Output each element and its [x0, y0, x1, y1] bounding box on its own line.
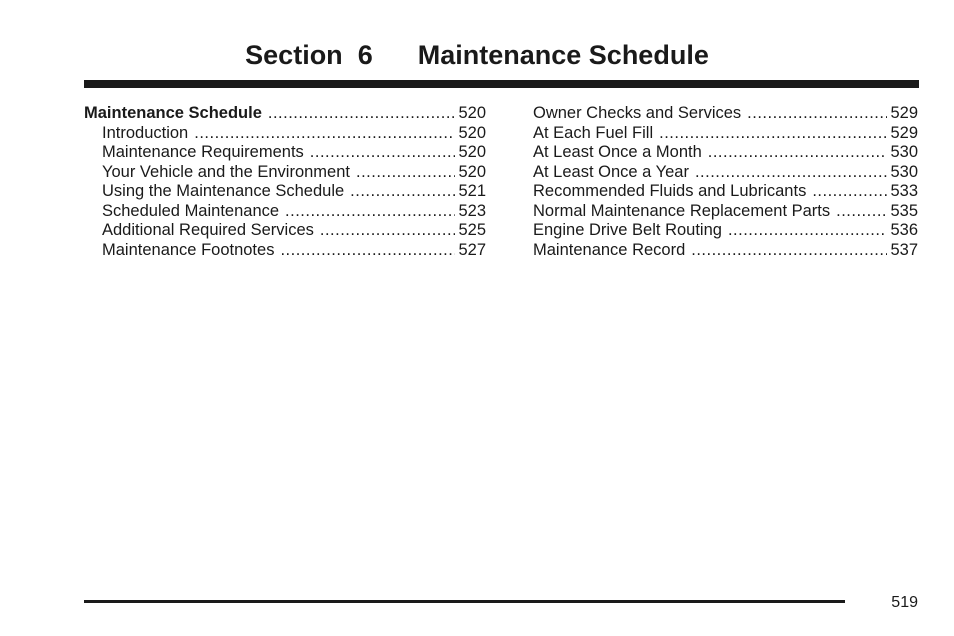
toc-dot-leader: [320, 221, 456, 241]
toc-entry-title: Normal Maintenance Replacement Parts: [533, 201, 831, 220]
toc-entry[interactable]: [84, 221, 486, 241]
toc-entry-page: 520: [458, 162, 486, 181]
toc-dot-leader: [691, 241, 887, 261]
toc-entry-page: 521: [458, 182, 486, 200]
section-heading: Maintenance Schedule: [417, 40, 709, 70]
toc-entry-page: 525: [458, 221, 486, 239]
toc-dot-leader: [708, 143, 888, 163]
toc-entry[interactable]: [84, 124, 486, 144]
section-label: Section: [245, 40, 343, 70]
toc-entry-title: At Least Once a Month: [533, 143, 702, 161]
toc-dot-leader: [310, 143, 456, 163]
toc-entry-title: Owner Checks and Services: [533, 104, 742, 122]
toc-entry-page: 527: [458, 240, 486, 259]
toc-entry-title: Maintenance Record: [533, 240, 686, 259]
toc-entry-page: 529: [890, 104, 918, 122]
toc-entry-title: Scheduled Maintenance: [102, 201, 280, 220]
toc-entry[interactable]: [533, 143, 918, 163]
toc-entry-page: 520: [458, 143, 486, 161]
toc-entry[interactable]: [84, 163, 486, 183]
toc-entry-title: Maintenance Schedule: [84, 104, 262, 122]
toc-left-column: [84, 104, 486, 260]
toc-entry-title: Recommended Fluids and Lubricants: [533, 182, 807, 200]
toc-dot-leader: [659, 124, 887, 144]
toc-entry[interactable]: [533, 163, 918, 183]
toc-entry-title: Using the Maintenance Schedule: [102, 182, 345, 200]
toc-dot-leader: [194, 124, 455, 144]
toc-right-column: [533, 104, 918, 260]
toc-entry-page: 537: [890, 240, 918, 259]
toc-dot-leader: [695, 163, 888, 183]
toc-entry[interactable]: [533, 124, 918, 144]
toc-entry[interactable]: [533, 241, 918, 261]
toc-entry-page: 530: [890, 162, 918, 181]
toc-dot-leader: [812, 182, 887, 202]
toc-entry-page: 523: [458, 201, 486, 220]
toc-entry-title: Introduction: [102, 123, 189, 142]
toc-entry-page: 530: [890, 143, 918, 161]
toc-dot-leader: [350, 182, 455, 202]
toc-entry[interactable]: [84, 241, 486, 261]
section-number: 6: [357, 40, 373, 70]
toc-entry-title: At Each Fuel Fill: [533, 123, 654, 142]
section-title: [0, 40, 954, 71]
toc-dot-leader: [747, 104, 887, 124]
toc-entry-title: Maintenance Requirements: [102, 143, 304, 161]
toc-entry-page: 535: [890, 201, 918, 220]
toc-entry-title: Additional Required Services: [102, 221, 314, 239]
toc-entry[interactable]: [533, 182, 918, 202]
toc-entry[interactable]: [84, 182, 486, 202]
page-number: 519: [891, 594, 918, 611]
toc-entry-page: 520: [458, 123, 486, 142]
toc-dot-leader: [285, 202, 455, 222]
toc-entry[interactable]: [84, 104, 486, 124]
footer-rule: [84, 600, 845, 603]
toc-entry-title: At Least Once a Year: [533, 162, 689, 181]
toc-dot-leader: [836, 202, 887, 222]
toc-entry-page: 533: [890, 182, 918, 200]
toc-dot-leader: [268, 104, 456, 124]
toc-entry-title: Your Vehicle and the Environment: [102, 162, 350, 181]
toc-entry[interactable]: [84, 143, 486, 163]
toc-entry-title: Maintenance Footnotes: [102, 240, 275, 259]
header-rule: [84, 80, 919, 88]
toc-dot-leader: [280, 241, 455, 261]
toc-entry[interactable]: [533, 104, 918, 124]
toc-entry-page: 536: [890, 221, 918, 239]
toc-entry-title: Engine Drive Belt Routing: [533, 221, 722, 239]
toc-dot-leader: [728, 221, 888, 241]
toc-entry[interactable]: [533, 221, 918, 241]
toc-entry-page: 520: [458, 104, 486, 122]
toc-dot-leader: [356, 163, 455, 183]
toc-entry[interactable]: [533, 202, 918, 222]
toc-entry-page: 529: [890, 123, 918, 142]
toc-entry[interactable]: [84, 202, 486, 222]
